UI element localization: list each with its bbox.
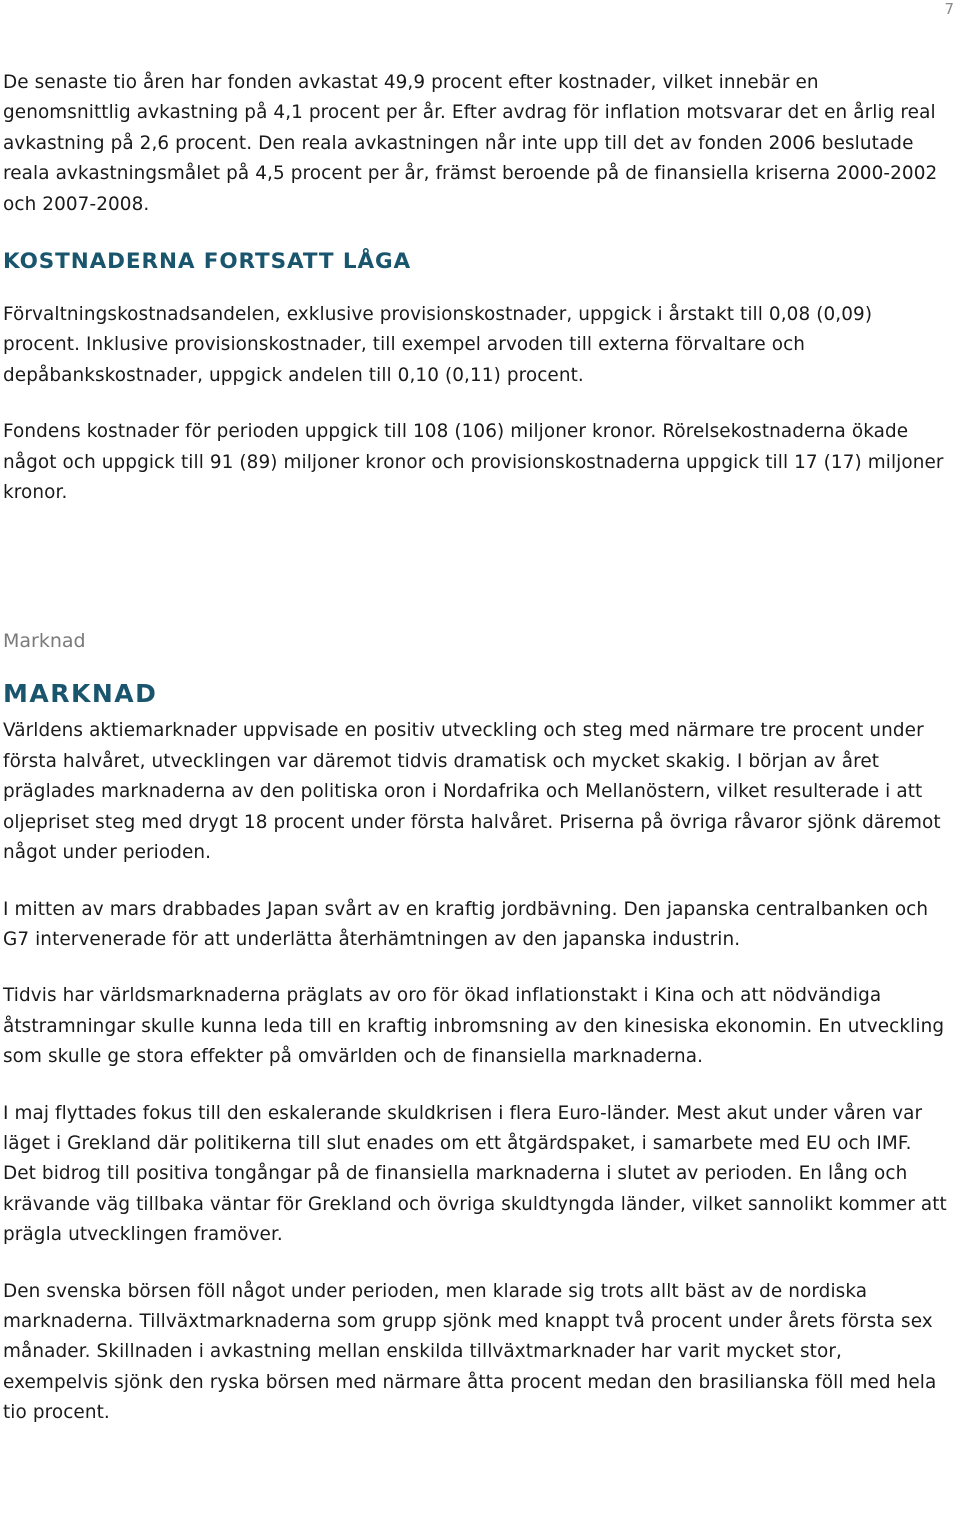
market-heading: MARKNAD xyxy=(3,679,158,709)
market-paragraph-4: I maj flyttades fokus till den eskalerande skuldkrisen i flera Euro-länder. Mest akut under våren var läget i Grekland där politikerna till slut enades om ett åtgärdspaket, i samarbete med EU och IMF. Det bidrog till positiva tongångar på de finansiella marknaderna i slutet av perioden. En lång och krävande väg tillbaka väntar för Grekland och övriga skuldtyngda länder, vilket sannolikt kommer att prägla utvecklingen framöver. xyxy=(3,1102,947,1246)
market-paragraph-3: Tidvis har världsmarknaderna präglats av oro för ökad inflationstakt i Kina och att nödvändiga åtstramningar skulle kunna leda till en kraftig inbromsning av den kinesiska ekonomin. En utveckling som skulle ge stora effekter på omvärlden och de finansiella marknaderna. xyxy=(3,985,945,1068)
intro-paragraph: De senaste tio åren har fonden avkastat 49,9 procent efter kostnader, vilket innebär en genomsnittlig avkastning på 4,1 procent per år. Efter avdrag för inflation motsvarar det en årlig real avkastning på 2,6 procent. Den reala avkastningen når inte upp till det av fonden 2006 beslutade reala avkastningsmålet på 4,5 procent per år, främst beroende på de finansiella kriserna 2000-2002 och 2007-2008. xyxy=(3,72,938,215)
document-body xyxy=(3,68,948,1455)
costs-paragraph-2: Fondens kostnader för perioden uppgick till 108 (106) miljoner kronor. Rörelsekostnaderna ökade något och uppgick till 91 (89) miljoner kronor och provisionskostnaderna uppgick till 17 (17) miljoner kronor. xyxy=(3,421,944,504)
page-number: 7 xyxy=(944,0,954,18)
costs-heading: KOSTNADERNA FORTSATT LÅGA xyxy=(3,249,412,275)
costs-paragraph-1: Förvaltningskostnadsandelen, exklusive provisionskostnader, uppgick i årstakt till 0,08 (0,09) procent. Inklusive provisionskostnader, till exempel arvoden till externa förvaltare och depåbankskostnader, uppgick andelen till 0,10 (0,11) procent. xyxy=(3,304,873,386)
market-section-label: Marknad xyxy=(3,630,86,653)
market-paragraph-2: I mitten av mars drabbades Japan svårt av en kraftig jordbävning. Den japanska centralbanken och G7 intervenerade för att underlätta återhämtningen av den japanska industrin. xyxy=(3,898,929,950)
market-paragraph-5: Den svenska börsen föll något under perioden, men klarade sig trots allt bäst av de nordiska marknaderna. Tillväxtmarknaderna som grupp sjönk med knappt två procent under årets första sex månader. Skillnaden i avkastning mellan enskilda tillväxtmarknader har varit mycket stor, exempelvis sjönk den ryska börsen med närmare åtta procent medan den brasilianska föll med hela tio procent. xyxy=(3,1280,937,1424)
market-paragraph-1: Världens aktiemarknader uppvisade en positiv utveckling och steg med närmare tre procent under första halvåret, utvecklingen var däremot tidvis dramatisk och mycket skakig. I början av året präglades marknaderna av den politiska oron i Nordafrika och Mellanöstern, vilket resulterade i att oljepriset steg med drygt 18 procent under första halvåret. Priserna på övriga råvaror sjönk däremot något under perioden. xyxy=(3,720,941,864)
